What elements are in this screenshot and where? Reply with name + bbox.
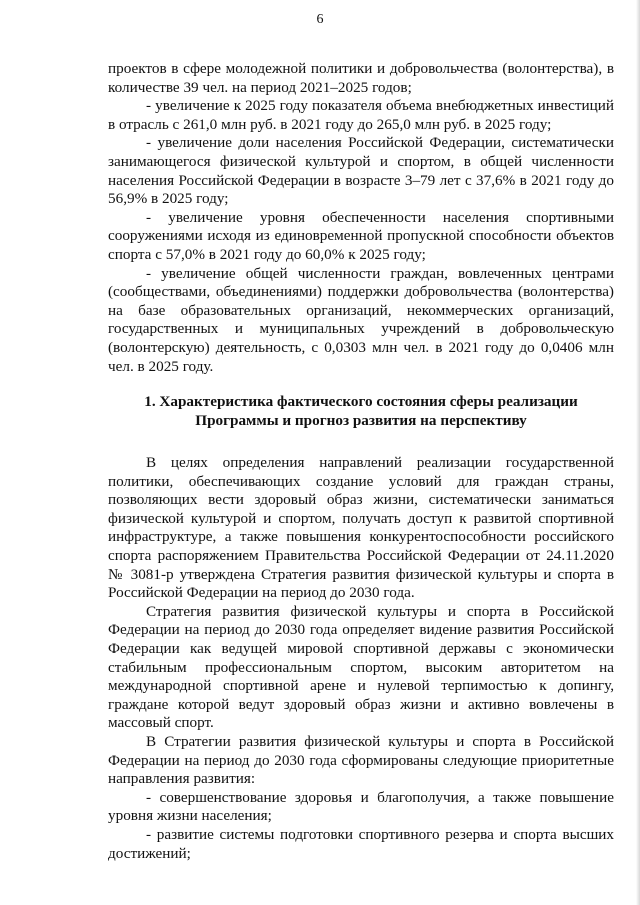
document-body [108,60,614,863]
page-number: 6 [316,12,324,27]
list-item: - увеличение к 2025 году показателя объема внебюджетных инвестиций в отрасль с 261,0 млн руб. в 2021 году до 265,0 млн руб. в 2025 году; [108,97,614,133]
section-heading [108,392,614,430]
paragraph: проектов в сфере молодежной политики и добровольчества (волонтерства), в количестве 39 чел. на период 2021–2025 годов; [108,60,614,96]
paragraph: В целях определения направлений реализации государственной политики, обеспечивающих создание условий для граждан страны, позволяющих вести здоровый образ жизни, систематически заниматься физической культурой и спортом, получать доступ к развитой спортивной инфраструктуре, а также повышения конкурентоспособности российского спорта распоряжением Правительства Российской Федерации от 24.11.2020 № 3081-р утверждена Стратегия развития физической культуры и спорта в Российской Федерации на период до 2030 года. [108,454,614,602]
list-item: - совершенствование здоровья и благополучия, а также повышение уровня жизни населения; [108,788,614,825]
list-item: - развитие системы подготовки спортивного резерва и спорта высших достижений; [108,825,614,862]
scan-edge-shadow [636,0,640,905]
paragraph: Стратегия развития физической культуры и спорта в Российской Федерации на период до 2030 года определяет видение развития Российской Федерации как ведущей мировой спортивной державы с экономически стабильным профессиональным спортом, высоким авторитетом на международной спортивной арене и нулевой терпимостью к допингу, граждане которой ведут здоровый образ жизни и активно вовлечены в массовый спорт. [108,602,614,732]
section-heading-line-2: Программы и прогноз развития на перспективу [195,412,527,430]
paragraph: В Стратегии развития физической культуры и спорта в Российской Федерации на период до 2030 года сформированы следующие приоритетные направления развития: [108,733,614,788]
list-item: - увеличение уровня обеспеченности населения спортивными сооружениями исходя из единовременной пропускной способности объектов спорта с 57,0% в 2021 году до 60,0% к 2025 году; [108,208,614,263]
section-heading-line-1: 1. Характеристика фактического состояния сферы реализации [144,393,578,411]
list-item: - увеличение доли населения Российской Федерации, систематически занимающегося физической культурой и спортом, в общей численности населения Российской Федерации в возрасте 3–79 лет с 37,6% в 2021 году до 56,9% в 2025 году; [108,134,614,208]
list-item: - увеличение общей численности граждан, вовлеченных центрами (сообществами, объединениями) поддержки добровольчества (волонтерства) на базе образовательных организаций, некоммерческих организаций, государственных и муниципальных учреждений в добровольческую (волонтерскую) деятельность, с 0,0303 млн чел. в 2021 году до 0,0406 млн чел. в 2025 году. [108,264,614,375]
